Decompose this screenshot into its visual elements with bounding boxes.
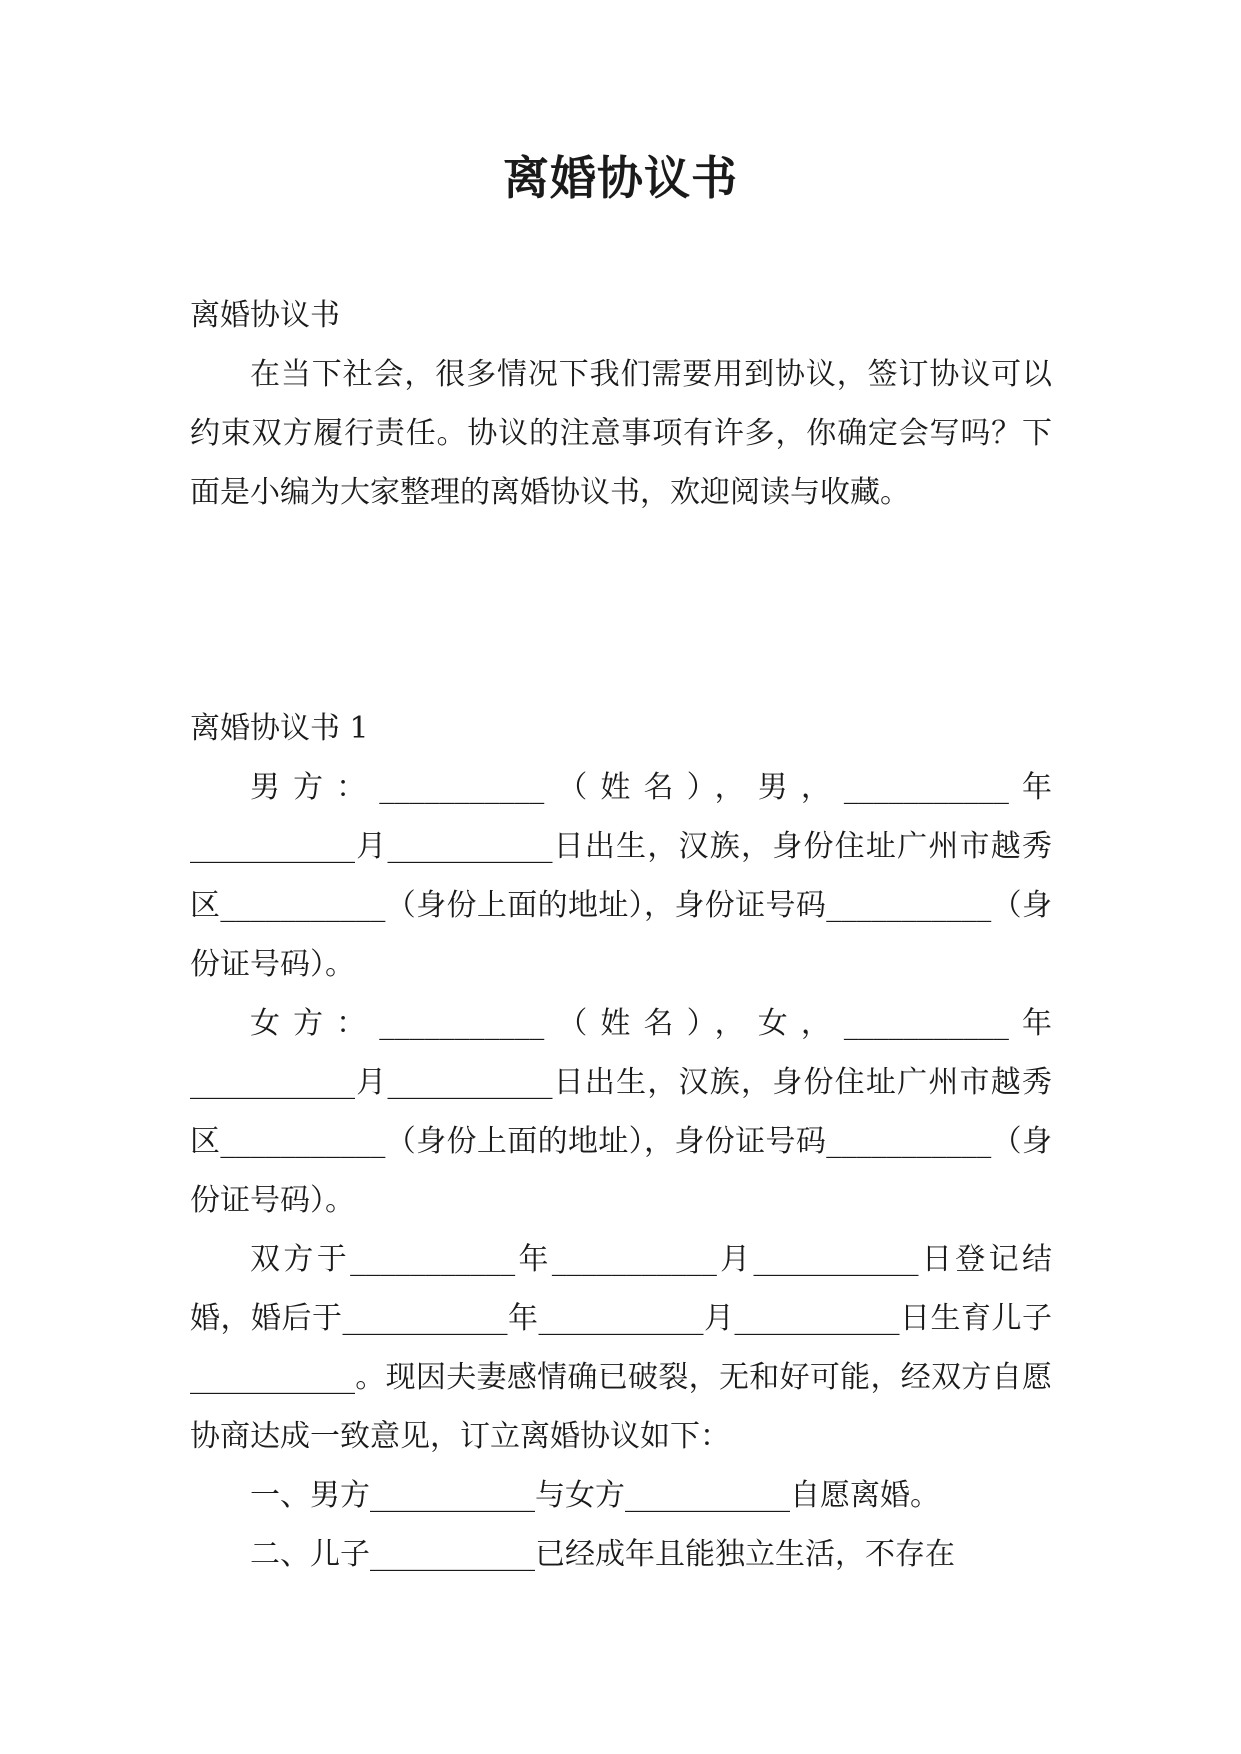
marriage-statement-paragraph: 双方于___________年___________月___________日登记结婚，婚后于___________年___________月___________日生育儿子___________。现因夫妻感情确已破裂，无和好可能，经双方自愿协商达成一致意见，订立离婚协议如下： <box>190 1242 1052 1454</box>
intro-paragraph: 在当下社会，很多情况下我们需要用到协议，签订协议可以约束双方履行责任。协议的注意事项有许多，你确定会写吗？下面是小编为大家整理的离婚协议书，欢迎阅读与收藏。 <box>190 357 1052 510</box>
document-subtitle: 离婚协议书 <box>190 298 340 333</box>
document-body <box>190 286 1052 1584</box>
clause-2-paragraph: 二、儿子___________已经成年且能独立生活，不存在 <box>250 1537 955 1572</box>
section-spacer <box>190 522 1052 699</box>
female-party-paragraph: 女方：___________（姓名），女，___________年___________月___________日出生，汉族，身份住址广州市越秀区___________（身份上面的地址），身份证号码___________（身份证号码）。 <box>190 1006 1052 1218</box>
male-party-paragraph: 男方：___________（姓名），男，___________年___________月___________日出生，汉族，身份住址广州市越秀区___________（身份上面的地址），身份证号码___________（身份证号码）。 <box>190 770 1052 982</box>
section-heading: 离婚协议书 1 <box>190 711 369 746</box>
document-title: 离婚协议书 <box>503 151 738 205</box>
clause-1-paragraph: 一、男方___________与女方___________自愿离婚。 <box>250 1478 940 1513</box>
